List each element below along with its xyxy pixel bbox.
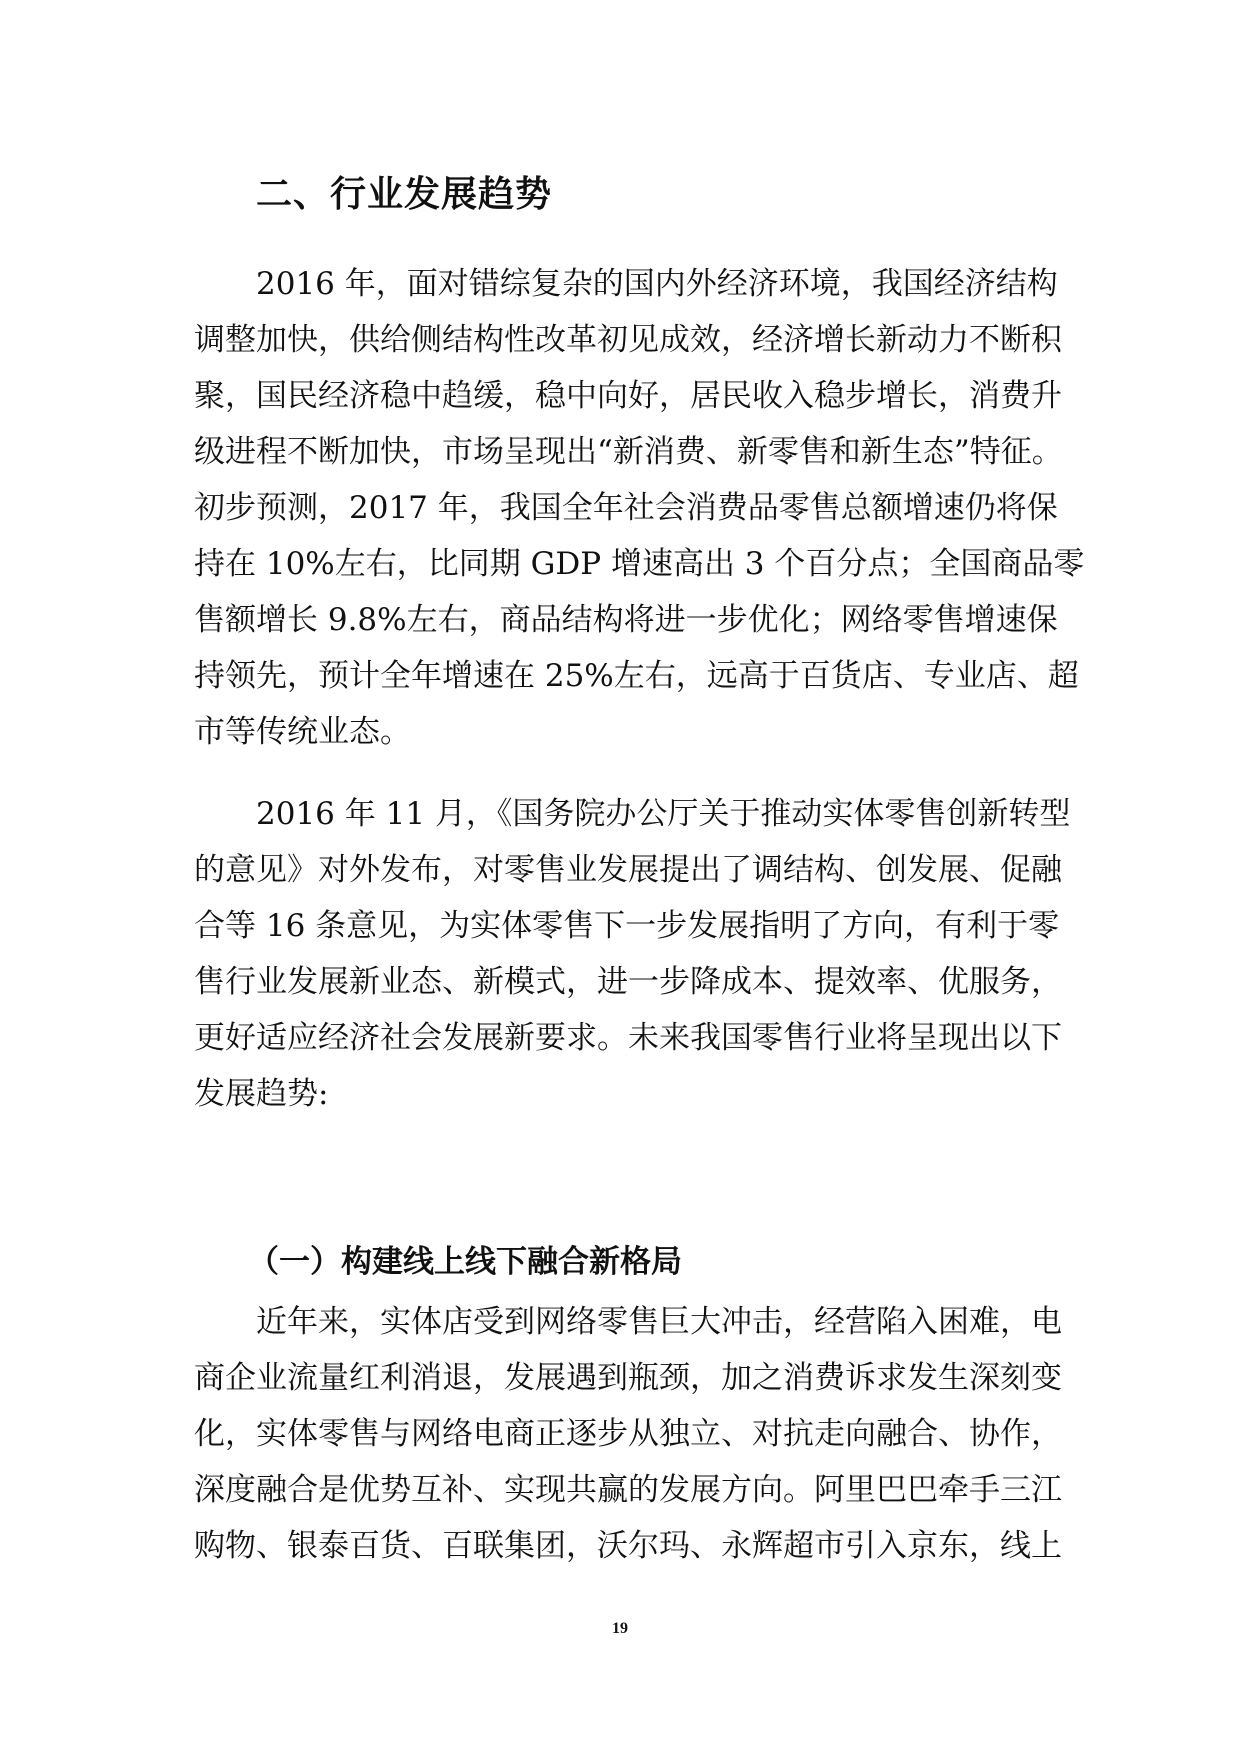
- paragraph-2-line-4: 售行业发展新业态、新模式，进一步降成本、提效率、优服务，: [194, 964, 1062, 1000]
- paragraph-2-line-1: 2016 年 11 月，《国务院办公厅关于推动实体零售创新转型: [256, 796, 1071, 832]
- paragraph-2-line-3: 合等 16 条意见，为实体零售下一步发展指明了方向，有利于零: [194, 908, 1060, 944]
- paragraph-3-line-5: 购物、银泰百货、百联集团，沃尔玛、永辉超市引入京东，线上: [194, 1528, 1062, 1564]
- paragraph-1-line-7: 售额增长 9.8%左右，商品结构将进一步优化；网络零售增速保: [194, 602, 1058, 638]
- section-title: 二、行业发展趋势: [256, 174, 553, 215]
- paragraph-2-line-6: 发展趋势:: [194, 1076, 329, 1112]
- paragraph-2-line-2: 的意见》对外发布，对零售业发展提出了调结构、创发展、促融: [194, 852, 1062, 888]
- paragraph-2-line-5: 更好适应经济社会发展新要求。未来我国零售行业将呈现出以下: [194, 1020, 1062, 1056]
- paragraph-1-line-1: 2016 年，面对错综复杂的国内外经济环境，我国经济结构: [256, 266, 1058, 302]
- paragraph-3-line-4: 深度融合是优势互补、实现共赢的发展方向。阿里巴巴牵手三江: [194, 1472, 1062, 1508]
- paragraph-1-line-8: 持领先，预计全年增速在 25%左右，远高于百货店、专业店、超: [194, 658, 1079, 694]
- paragraph-3-line-2: 商企业流量红利消退，发展遇到瓶颈，加之消费诉求发生深刻变: [194, 1360, 1062, 1396]
- paragraph-1-line-2: 调整加快，供给侧结构性改革初见成效，经济增长新动力不断积: [194, 322, 1062, 358]
- paragraph-1-line-5: 初步预测，2017 年，我国全年社会消费品零售总额增速仍将保: [194, 490, 1058, 526]
- paragraph-1-line-9: 市等传统业态。: [194, 714, 411, 750]
- subsection-title: （一）构建线上线下融合新格局: [248, 1244, 682, 1280]
- paragraph-1-line-6: 持在 10%左右，比同期 GDP 增速高出 3 个百分点；全国商品零: [194, 546, 1085, 582]
- paragraph-1-line-3: 聚，国民经济稳中趋缓，稳中向好，居民收入稳步增长，消费升: [194, 378, 1062, 414]
- paragraph-3-line-3: 化，实体零售与网络电商正逐步从独立、对抗走向融合、协作，: [194, 1416, 1062, 1452]
- paragraph-1-line-4: 级进程不断加快，市场呈现出“新消费、新零售和新生态”特征。: [194, 434, 1063, 470]
- page-number: 19: [612, 1620, 628, 1637]
- paragraph-3-line-1: 近年来，实体店受到网络零售巨大冲击，经营陷入困难，电: [256, 1304, 1062, 1340]
